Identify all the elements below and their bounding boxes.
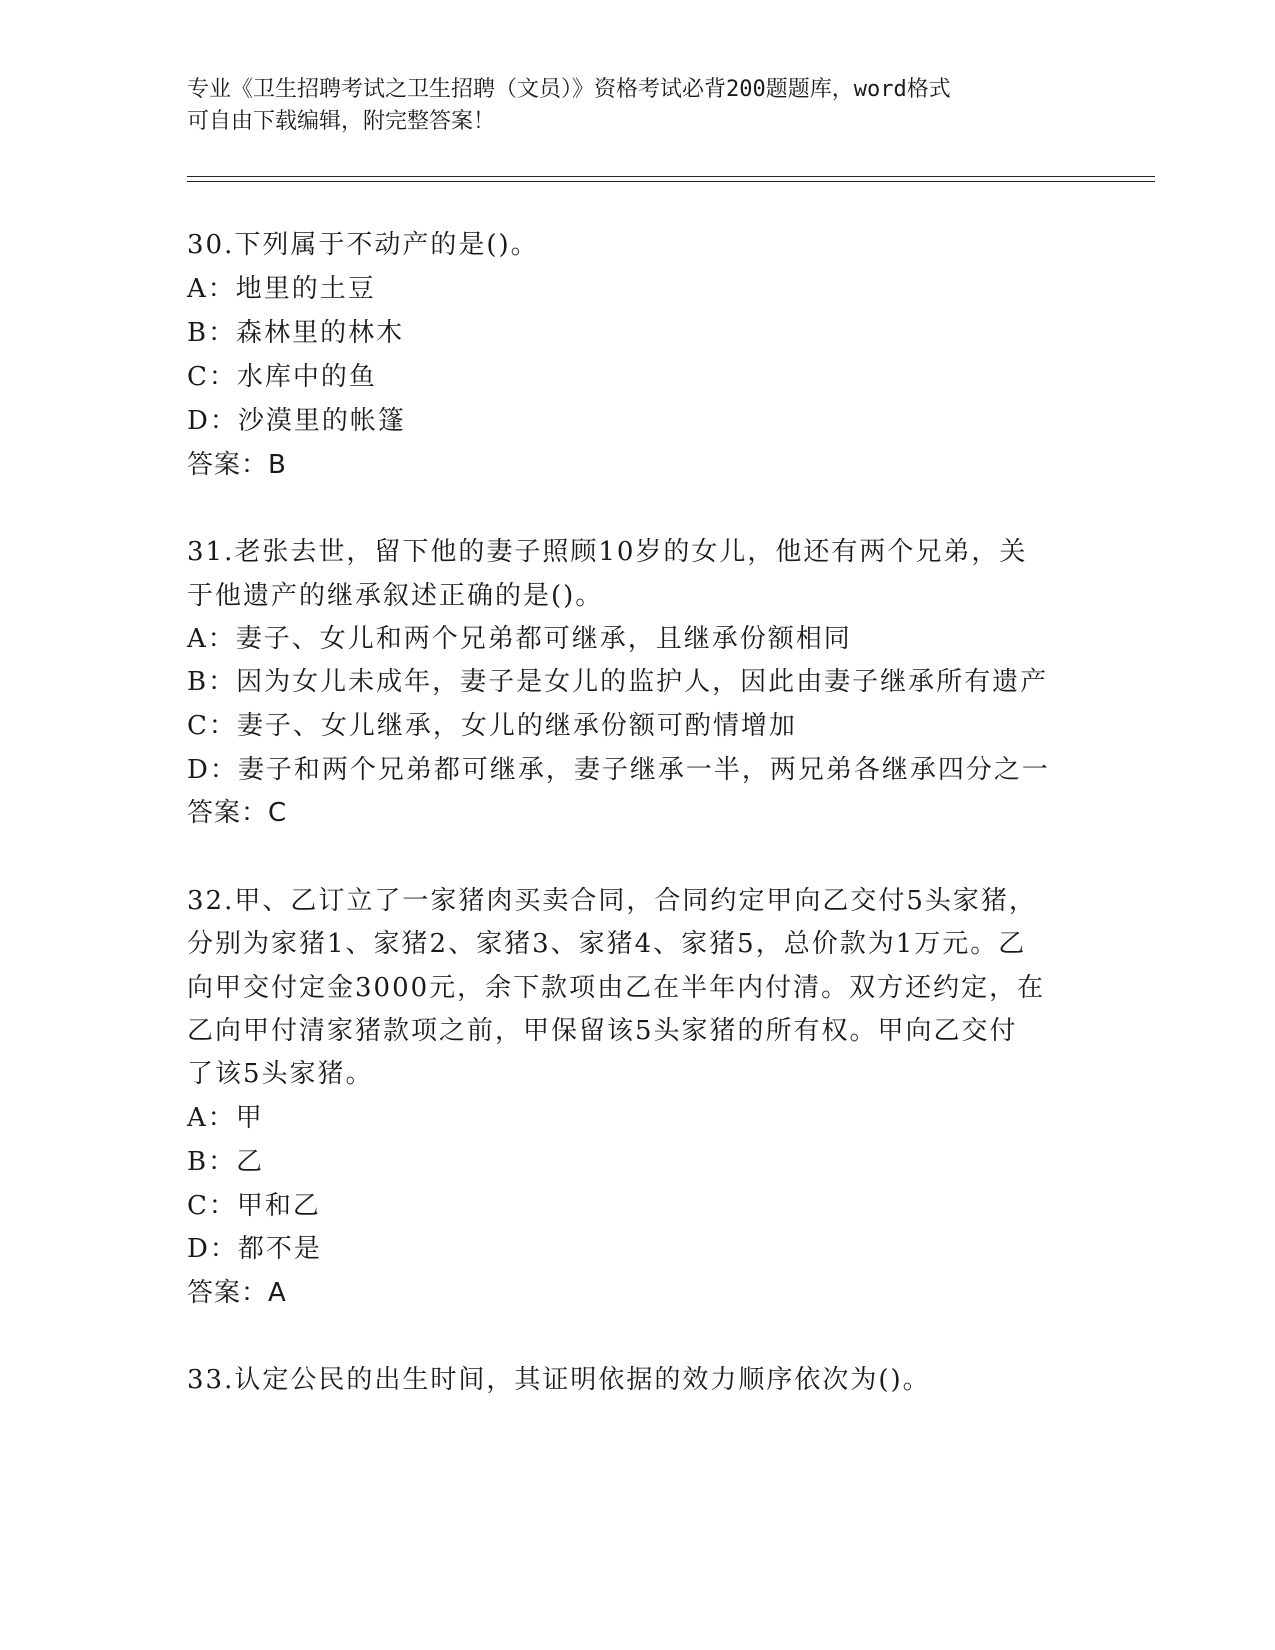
option-a: A：地里的土豆 (187, 274, 376, 304)
option-d: D：沙漠里的帐篷 (187, 406, 406, 436)
option-b: B：森林里的林木 (187, 318, 405, 348)
option-c: C：水库中的鱼 (187, 362, 377, 392)
question-stem: 了该5头家猪。 (187, 1059, 374, 1089)
question-stem: 向甲交付定金3000元，余下款项由乙在半年内付清。双方还约定，在 (187, 973, 1046, 1003)
question-stem: 33.认定公民的出生时间，其证明依据的效力顺序依次为()。 (187, 1365, 931, 1395)
answer: 答案：C (187, 798, 288, 828)
option-c: C：妻子、女儿继承，女儿的继承份额可酌情增加 (187, 711, 797, 741)
header-divider-top (187, 176, 1155, 177)
option-c: C：甲和乙 (187, 1191, 321, 1221)
question-stem: 乙向甲付清家猪款项之前，甲保留该5头家猪的所有权。甲向乙交付 (187, 1016, 1018, 1046)
question-stem: 31.老张去世，留下他的妻子照顾10岁的女儿，他还有两个兄弟，关 (187, 537, 1028, 567)
option-d: D：妻子和两个兄弟都可继承，妻子继承一半，两兄弟各继承四分之一 (187, 755, 1050, 785)
question-stem: 30.下列属于不动产的是()。 (187, 230, 539, 260)
header-line-2: 可自由下载编辑，附完整答案！ (187, 109, 496, 134)
option-a: A：妻子、女儿和两个兄弟都可继承，且继承份额相同 (187, 624, 852, 654)
option-a: A：甲 (187, 1103, 264, 1133)
answer: 答案：B (187, 450, 287, 480)
answer: 答案：A (187, 1278, 287, 1308)
document-header (187, 74, 1067, 138)
header-divider-bottom (187, 181, 1155, 182)
question-stem: 分别为家猪1、家猪2、家猪3、家猪4、家猪5，总价款为1万元。乙 (187, 929, 1027, 959)
question-stem: 32.甲、乙订立了一家猪肉买卖合同，合同约定甲向乙交付5头家猪， (187, 886, 1037, 916)
question-stem: 于他遗产的继承叙述正确的是()。 (187, 581, 604, 611)
option-b: B：因为女儿未成年，妻子是女儿的监护人，因此由妻子继承所有遗产 (187, 667, 1049, 697)
option-d: D：都不是 (187, 1234, 322, 1264)
option-b: B：乙 (187, 1147, 265, 1177)
header-line-1: 专业《卫生招聘考试之卫生招聘（文员）》资格考试必背200题题库，word格式 (187, 77, 951, 102)
